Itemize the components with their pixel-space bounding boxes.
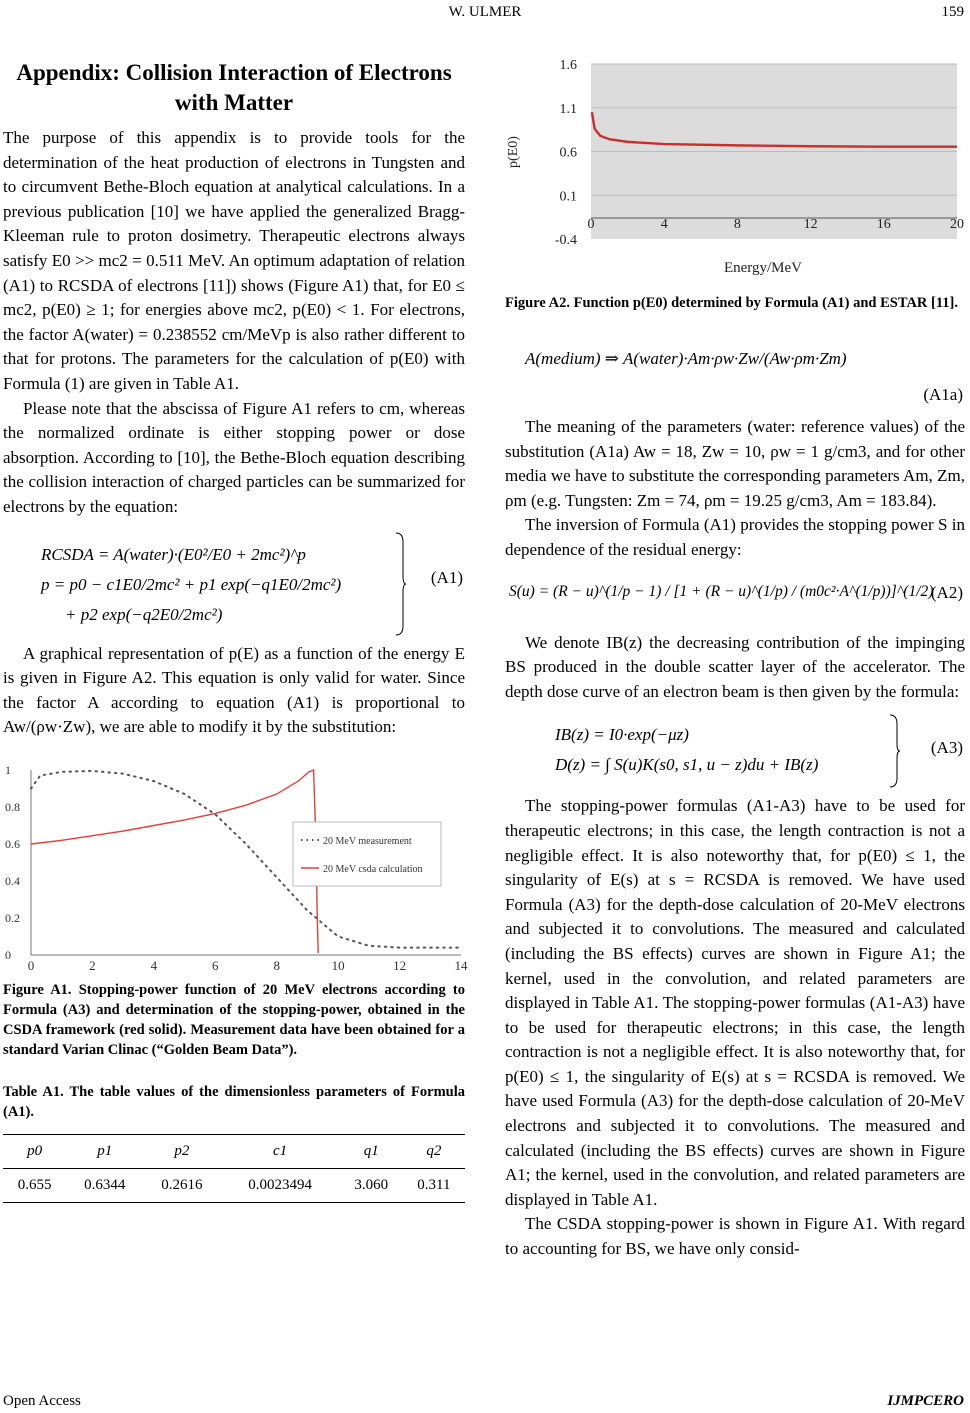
table-a1 bbox=[3, 1134, 465, 1203]
page-number: 159 bbox=[941, 4, 964, 20]
figure-a2-x-tick: 12 bbox=[803, 216, 818, 232]
figure-a1-x-tick: 14 bbox=[454, 957, 468, 973]
equation-a3-number: (A3) bbox=[930, 738, 963, 758]
figure-a2-chart bbox=[505, 52, 965, 282]
figure-a2-ylabel: p(E0) bbox=[506, 136, 521, 168]
right-column bbox=[505, 52, 965, 1262]
table-a1-caption: Table A1. The table values of the dimensionless parameters of Formula (A1). bbox=[3, 1083, 465, 1120]
paragraph-3: A graphical representation of p(E) as a function of the energy E is given in Figure A2. This equation is only valid for water. Since the factor A according to equation (A1) is proportional to Aw/(ρw·Zw), we are able to modify it by the substitution: bbox=[3, 643, 465, 737]
legend-measurement: 20 MeV measurement bbox=[323, 835, 412, 847]
table-header-c1: c1 bbox=[220, 1134, 339, 1168]
table-header-q2: q2 bbox=[403, 1134, 465, 1168]
equation-a1a-number: (A1a) bbox=[923, 385, 963, 404]
paragraph-1: The purpose of this appendix is to provide tools for the determination of the heat production of electrons in Tungsten and to circumvent Bethe-Bloch equation at analytical calculations. In a previous publication [10] we have applied the generalized Bragg-Kleeman rule to proton dosimetry. Therapeutic electrons always satisfy E0 >> mc2 = 0.511 MeV. An optimum adaptation of relation (A1) to RCSDA of electrons [11]) shows (Figure A1) that, for E0 ≤ mc2, p(E0) ≥ 1; for energies above mc2, p(E0) < 1. For electrons, the factor A(water) = 0.238552 cm/MeVp is also rather different to that for protons. The parameters for the calculation of p(E0) with Formula (1) are given in Table A1. bbox=[3, 128, 465, 393]
table-cell: 0.311 bbox=[403, 1168, 465, 1202]
equation-a1a-body: A(medium) ⇒ A(water)·Am·ρw·Zw/(Aw·ρm·Zm) bbox=[525, 349, 847, 368]
figure-a1-chart bbox=[3, 760, 468, 973]
figure-a1-x-tick: 6 bbox=[212, 957, 219, 973]
equation-a3-line1: IB(z) = I0·exp(−μz) bbox=[555, 725, 689, 745]
figure-a2-caption: Figure A2. Function p(E0) determined by Formula (A1) and ESTAR [11]. bbox=[505, 295, 959, 311]
figure-a1-y-tick: 1 bbox=[5, 762, 11, 777]
figure-a2-y-tick: 1.1 bbox=[559, 101, 577, 117]
figure-a1-y-tick: 0.4 bbox=[5, 873, 20, 888]
equation-a1-number: (A1) bbox=[430, 567, 463, 587]
figure-a2-xlabel: Energy/MeV bbox=[723, 260, 803, 276]
equation-a1-line1: RCSDA = A(water)·(E0²/E0 + 2mc²)^p bbox=[41, 544, 306, 564]
equation-a3 bbox=[505, 708, 965, 790]
table-header-q1: q1 bbox=[340, 1134, 403, 1168]
figure-a2-x-tick: 4 bbox=[660, 216, 668, 232]
appendix-title bbox=[3, 58, 465, 118]
equation-a1-line3: + p2 exp(−q2E0/2mc²) bbox=[65, 604, 223, 624]
figure-a1-y-tick: 0.6 bbox=[5, 836, 20, 851]
paragraph-7: The stopping-power formulas (A1-A3) have to be used for therapeutic electrons; in this case, the length contraction is not a negligible effect. It is also noteworthy that, for p(E0) ≤ 1, the singularity of E(s) at s = RCSDA is removed. We have used Formula (A3) for the depth-dose calculation of 20-MeV electrons and subjected it to convolutions. The measured and calculated (including the BS effects) curves are shown in Figure A1; the kernel, used in the convolution, and related parameters are displayed in Table A1. The stopping-power formulas (A1-A3) have to be used for therapeutic electrons; in this case, the length contraction is not a negligible effect. It is also noteworthy that, for p(E0) ≤ 1, the singularity of E(s) at s = RCSDA is removed. We have used Formula (A3) for the depth-dose calculation of 20-MeV electrons and subjected it to convolutions. The measured and calculated (including the BS effects) curves are shown in Figure A1; the kernel, used in the convolution, and related parameters are displayed in Table A1. bbox=[505, 796, 965, 1209]
figure-a1-x-tick: 10 bbox=[331, 957, 345, 973]
legend-calculation: 20 MeV csda calculation bbox=[323, 863, 423, 875]
figure-a2-x-tick: 20 bbox=[950, 216, 964, 232]
figure-a1-y-tick: 0 bbox=[5, 947, 11, 962]
figure-a1-caption: Figure A1. Stopping-power function of 20 MeV electrons according to Formula (A3) and determination of the stopping-power, obtained in the CSDA framework (red solid). Measurement data have been obtained for a standard Varian Clinac (“Golden Beam Data”). bbox=[3, 981, 465, 1058]
figure-a1-y-tick: 0.8 bbox=[5, 799, 20, 814]
figure-a1-x-tick: 0 bbox=[27, 957, 35, 973]
paragraph-6: We denote IB(z) the decreasing contribution of the impinging BS produced in the double scatter layer of the accelerator. The depth dose curve of an electron beam is then given by the formula: bbox=[505, 632, 965, 701]
figure-a2-x-tick: 0 bbox=[587, 216, 595, 232]
paragraph-2: Please note that the abscissa of Figure A1 refers to cm, whereas the normalized ordinate is either stopping power or dose absorption. According to [10], the Bethe-Bloch equation describing the collision interaction of charged particles can be summarized for electrons by the equation: bbox=[3, 398, 465, 516]
footer-journal: IJMPCERO bbox=[887, 1393, 964, 1409]
table-row bbox=[3, 1168, 465, 1202]
figure-a1-x-tick: 8 bbox=[273, 957, 280, 973]
table-cell: 0.0023494 bbox=[220, 1168, 339, 1202]
table-cell: 0.2616 bbox=[143, 1168, 220, 1202]
table-header-p0: p0 bbox=[3, 1134, 66, 1168]
appendix-title-line2: with Matter bbox=[174, 90, 294, 115]
table-header-p2: p2 bbox=[143, 1134, 220, 1168]
equation-a1-line2: p = p0 − c1E0/2mc² + p1 exp(−q1E0/2mc²) bbox=[41, 574, 342, 594]
figure-a1-y-tick: 0.2 bbox=[5, 910, 20, 925]
figure-a1-legend bbox=[293, 822, 441, 886]
equation-a1a bbox=[505, 335, 965, 415]
figure-a2-y-tick: 1.6 bbox=[559, 58, 577, 73]
paragraph-8: The CSDA stopping-power is shown in Figure A1. With regard to accounting for BS, we have only consid- bbox=[505, 1214, 965, 1259]
figure-a2-x-tick: 8 bbox=[733, 216, 741, 232]
footer-open-access: Open Access bbox=[3, 1393, 81, 1409]
figure-a2-y-tick: 0.1 bbox=[559, 189, 577, 205]
paragraph-4: The meaning of the parameters (water: reference values) of the substitution (A1a) Aw = 18, Zw = 10, ρw = 1 g/cm3, and for other media we have to substitute the corresponding parameters Am, Zm, ρm (e.g. Tungsten: Zm = 74, ρm = 19.25 g/cm3, Am = 183.84). bbox=[505, 417, 965, 510]
figure-a2-y-tick: 0.6 bbox=[559, 145, 577, 161]
appendix-title-line1: Appendix: Collision Interaction of Electrons bbox=[16, 60, 452, 85]
figure-a2-y-tick: -0.4 bbox=[554, 233, 577, 248]
figure-a2-x-tick: 16 bbox=[876, 216, 891, 232]
equation-a3-line2: D(z) = ∫ S(u)K(s0, s1, u − z)du + IB(z) bbox=[555, 755, 819, 775]
equation-a1 bbox=[3, 526, 465, 638]
table-cell: 0.6344 bbox=[66, 1168, 143, 1202]
figure-a1-x-tick: 12 bbox=[393, 957, 407, 973]
table-header-p1: p1 bbox=[66, 1134, 143, 1168]
left-column bbox=[3, 58, 468, 1203]
paragraph-5: The inversion of Formula (A1) provides the stopping power S in dependence of the residual energy: bbox=[505, 515, 965, 559]
equation-a2 bbox=[505, 563, 965, 631]
table-cell: 0.655 bbox=[3, 1168, 66, 1202]
equation-a2-number: (A2) bbox=[930, 582, 963, 602]
equation-a3-brace bbox=[889, 714, 901, 788]
table-cell: 3.060 bbox=[340, 1168, 403, 1202]
figure-a1-x-tick: 4 bbox=[150, 957, 158, 973]
equation-a2-body: S(u) = (R − u)^(1/p − 1) / [1 + (R − u)^(1/p) / (m0c²·A^(1/p))]^(1/2) bbox=[509, 582, 934, 600]
equation-a1-brace bbox=[395, 532, 407, 636]
running-header-author: W. ULMER bbox=[448, 4, 522, 20]
figure-a1-x-tick: 2 bbox=[89, 957, 96, 973]
